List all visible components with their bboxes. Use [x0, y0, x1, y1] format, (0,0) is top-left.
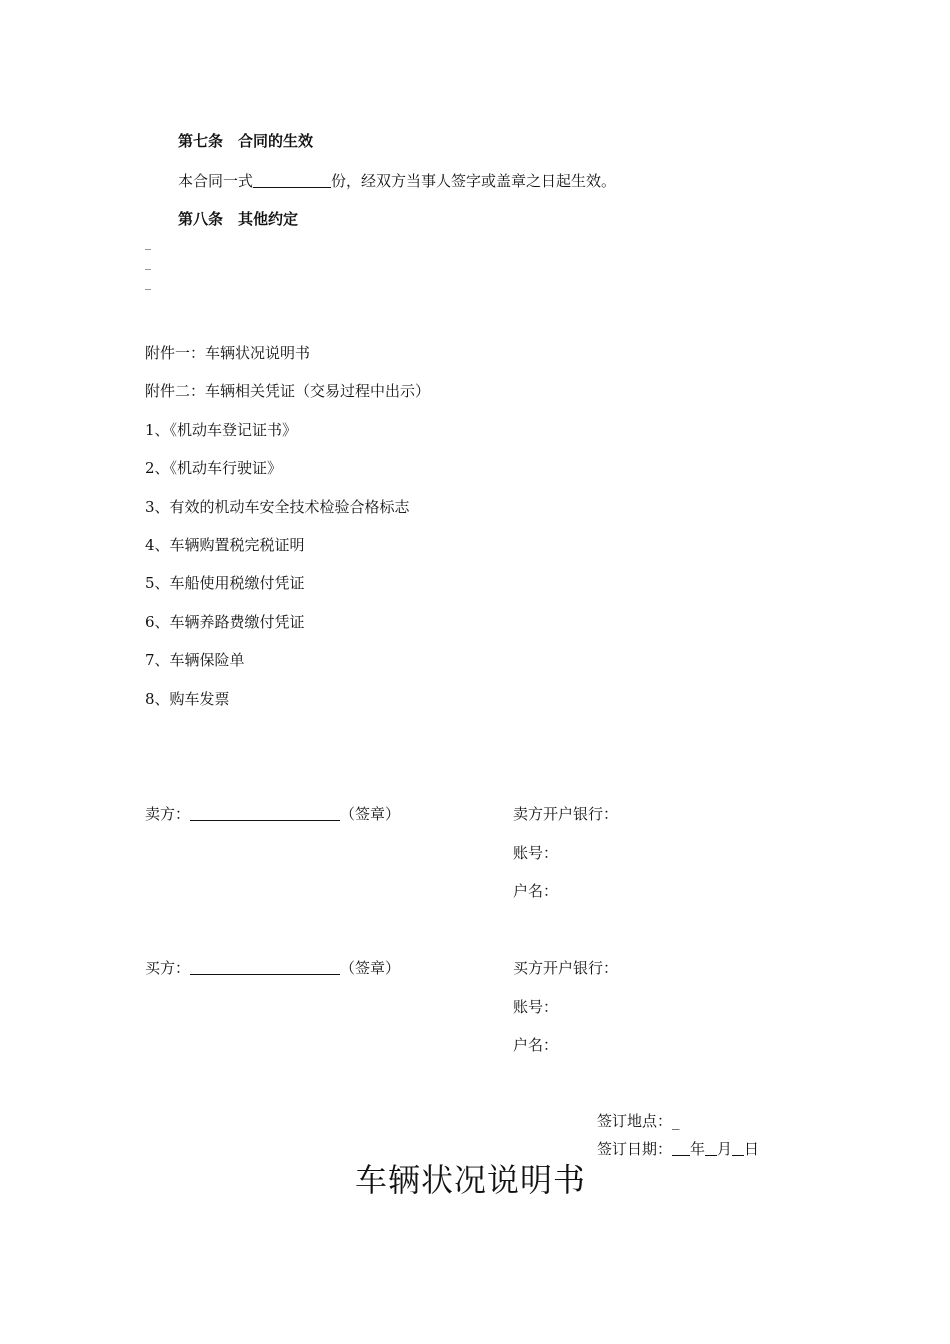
- seller-signature-field[interactable]: [190, 805, 340, 821]
- seller-account-name-label: 户名：: [513, 882, 559, 900]
- list-item: 3、有效的机动车安全技术检验合格标志: [145, 498, 410, 516]
- list-item: 1、《机动车登记证书》: [145, 421, 298, 439]
- seller-account-label: 账号：: [513, 844, 559, 862]
- signing-place-blank[interactable]: _: [672, 1112, 680, 1130]
- seller-bank-label: 卖方开户银行：: [513, 805, 619, 823]
- month-blank[interactable]: [705, 1140, 717, 1156]
- seller-signature-row: [145, 803, 400, 824]
- section8-heading: 第八条 其他约定: [178, 210, 299, 228]
- list-item: 4、车辆购置税完税证明: [145, 536, 305, 554]
- list-item: 7、车辆保险单: [145, 651, 245, 669]
- year-label: 年: [690, 1140, 706, 1158]
- buyer-signature-row: [145, 957, 400, 978]
- month-label: 月: [717, 1140, 733, 1158]
- buyer-bank-label: 买方开户银行：: [513, 959, 619, 977]
- signing-place-label: 签订地点：: [597, 1112, 673, 1130]
- signing-date-label: 签订日期：: [597, 1140, 673, 1158]
- other-terms-line-1[interactable]: _: [145, 236, 151, 250]
- buyer-account-name-label: 户名：: [513, 1036, 559, 1054]
- signing-place-row: [597, 1110, 680, 1131]
- seller-label: 卖方：: [145, 805, 191, 823]
- seller-seal-label: （签章）: [340, 805, 401, 823]
- buyer-label: 买方：: [145, 959, 191, 977]
- list-item: 2、《机动车行驶证》: [145, 459, 283, 477]
- other-terms-line-3[interactable]: _: [145, 276, 151, 290]
- list-item: 5、车船使用税缴付凭证: [145, 574, 305, 592]
- attachment-2: 附件二：车辆相关凭证（交易过程中出示）: [145, 382, 431, 400]
- buyer-seal-label: （签章）: [340, 959, 401, 977]
- copies-blank[interactable]: [253, 172, 331, 188]
- list-item: 8、购车发票: [145, 690, 230, 708]
- year-blank[interactable]: [672, 1140, 690, 1156]
- day-label: 日: [744, 1140, 760, 1158]
- section7-text-before: 本合同一式: [178, 172, 254, 190]
- page-title: 车辆状况说明书: [355, 1161, 587, 1199]
- signing-date-row: [597, 1138, 759, 1159]
- list-item: 6、车辆养路费缴付凭证: [145, 613, 305, 631]
- section7-text-after: 份，经双方当事人签字或盖章之日起生效。: [331, 172, 617, 190]
- buyer-signature-field[interactable]: [190, 959, 340, 975]
- section7-heading: 第七条 合同的生效: [178, 132, 314, 150]
- day-blank[interactable]: [732, 1140, 744, 1156]
- attachment-1: 附件一：车辆状况说明书: [145, 344, 311, 362]
- buyer-account-label: 账号：: [513, 998, 559, 1016]
- other-terms-line-2[interactable]: _: [145, 256, 151, 270]
- section7-text: [178, 170, 616, 191]
